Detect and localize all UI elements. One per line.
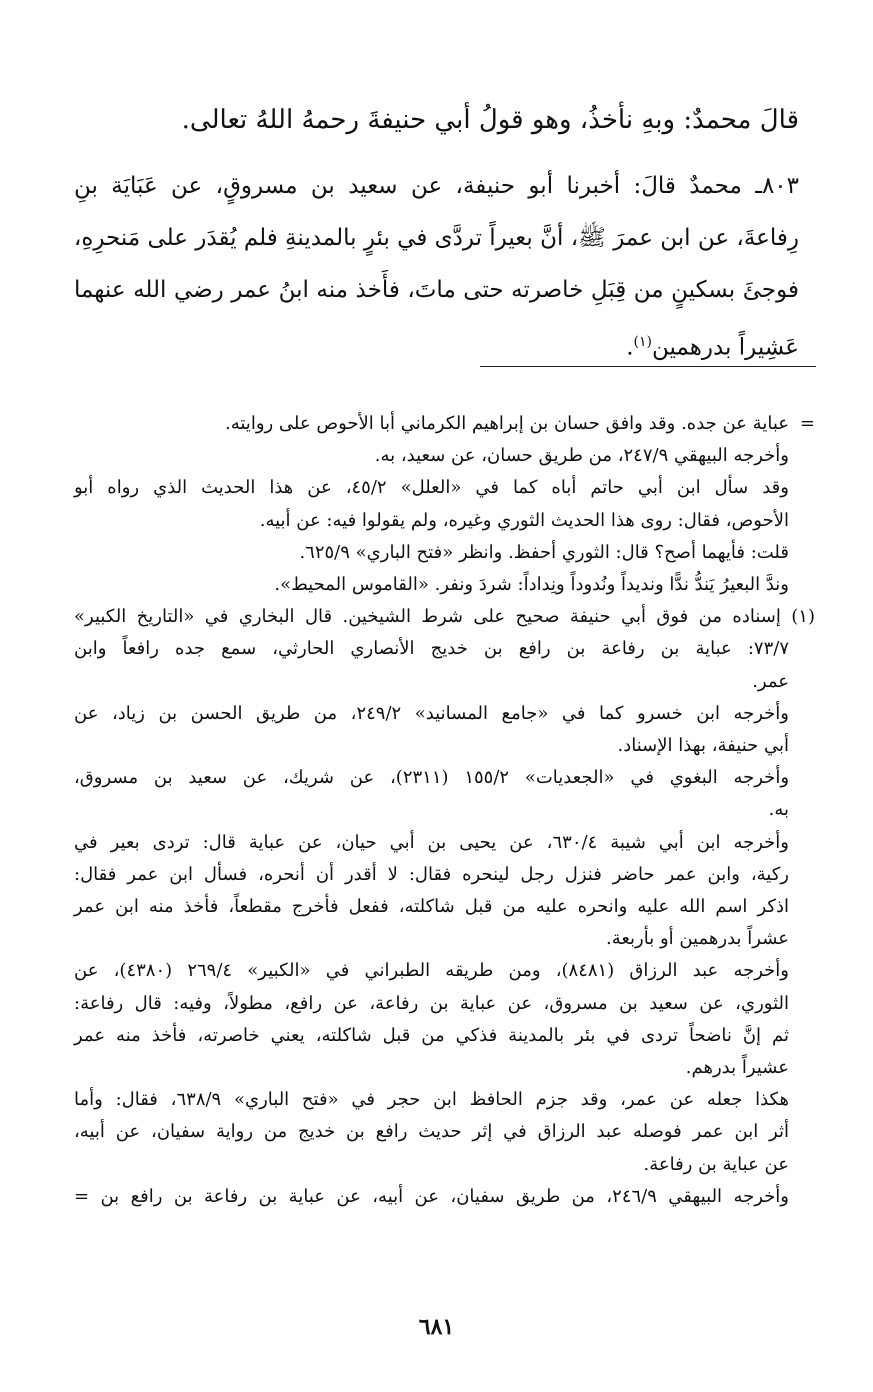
footnote-line: قلت: فأيهما أصح؟ قال: الثوري أحفظ. وانظر «فتح الباري» ٦٢٥/٩. xyxy=(299,541,789,563)
footnote-line: ركية، وابن عمر حاضر فنزل رجل لينحره فقال: لا أقدر أن أنحره، فسأل ابن عمر فقال: xyxy=(74,863,789,885)
footnote-divider xyxy=(480,366,816,367)
footnote-number: (١) xyxy=(791,606,815,628)
hadith-line-text: عَشِيراً بدرهمين xyxy=(651,334,799,361)
footnote-line: عشراً بدرهمين أو بأربعة. xyxy=(605,928,789,950)
footnote-line: عشيراً بدرهم. xyxy=(685,1057,789,1079)
hadith-line xyxy=(74,316,799,374)
footnote-line: (١) إسناده من فوق أبي حنيفة صحيح على شرط الشيخين. قال البخاري في «التاريخ الكبير» xyxy=(74,606,815,628)
hadith-line: ٨٠٣ـ محمدٌ قالَ: أخبرنا أبو حنيفة، عن سعيد بن مسروقٍ، عن عَبَايَة بنِ xyxy=(74,173,799,199)
footnote-line: أبي حنيفة، بهذا الإسناد. xyxy=(617,735,789,757)
footnote-line: وأخرجه ابن خسرو كما في «جامع المسانيد» ٢٤٩/٢، من طريق الحسن بن زياد، عن xyxy=(74,702,789,724)
footnote-line: وقد سأل ابن أبي حاتم أباه كما في «العلل» ٤٥/٢، عن هذا الحديث الذي رواه أبو xyxy=(74,477,789,499)
footnote-line: وأخرجه البيهقي ٢٤٦/٩، من طريق سفيان، عن أبيه، عن عباية بن رفاعة بن رافع بن = xyxy=(74,1185,789,1207)
footnote-line: عن عباية بن رفاعة. xyxy=(643,1153,789,1175)
footnote-line: اذكر اسم الله عليه وانحره عليه من قبل شاكلته، ففعل فأخرج مقطعاً، فأخذ منه ابن عمر xyxy=(74,896,789,918)
footnotes xyxy=(74,408,815,1213)
footnote-line: عمر. xyxy=(752,670,789,692)
hadith-line-end: . xyxy=(626,334,634,361)
continuation-marker: = xyxy=(799,413,815,434)
footnote-line: وأخرجه البيهقي ٢٤٧/٩، من طريق حسان، عن سعيد، به. xyxy=(374,445,789,467)
footnote-line: وندَّ البعيرُ يَندُّ ندًّا ونديداً ونُدوداً ونِداداً: شردَ ونفر. «القاموس المحيط». xyxy=(274,574,789,596)
footnote-line: وأخرجه البغوي في «الجعديات» ١٥٥/٢ (٢٣١١)، عن شريك، عن سعيد بن مسروق، xyxy=(74,767,790,789)
page-number: ٦٨١ xyxy=(418,1314,455,1340)
hadith-line: فوجئَ بسكينٍ من قِبَلِ خاصرته حتى ماتَ، فأَخذ منه ابنُ عمر رضي الله عنهما xyxy=(74,277,799,303)
footnote-line: وأخرجه ابن أبي شيبة ٦٣٠/٤، عن يحيى بن أبي حيان، عن عباية قال: تردى بعير في xyxy=(74,831,789,853)
footnote-line: = عباية عن جده. وقد وافق حسان بن إبراهيم الكرماني أبا الأحوص على روايته. xyxy=(74,408,815,440)
footnote-line: هكذا جعله عن عمر، وقد جزم الحافظ ابن حجر في «فتح الباري» ٦٣٨/٩، فقال: وأما xyxy=(74,1089,789,1111)
hadith-line: رِفاعةَ، عن ابن عمرَ ﷺ، أنَّ بعيراً تردَّى في بئرٍ بالمدينةِ فلم يُقدَر على مَنحرِهِ، xyxy=(73,225,799,251)
footnote-line: به. xyxy=(768,799,789,821)
footnote-line: أثر ابن عمر فوصله عبد الرزاق في إثر حديث رافع بن خديج من رواية سفيان، عن أبيه، xyxy=(74,1121,789,1143)
footnote-line: الثوري، عن سعيد بن مسروق، عن عباية بن رفاعة، عن رافع، مطولاً، وفيه: قال رفاعة: xyxy=(74,992,789,1014)
footnote-line: ٧٣/٧: عباية بن رفاعة بن رافع بن خديج الأنصاري الحارثي، سمع جده رافعاً وابن xyxy=(74,638,789,660)
footnote-reference: (١) xyxy=(633,334,652,350)
footnote-line: الأحوص، فقال: روى هذا الحديث الثوري وغيره، ولم يقولوا فيه: عن أبيه. xyxy=(259,509,789,531)
footnote-line: وأخرجه عبد الرزاق (٨٤٨١)، ومن طريقه الطبراني في «الكبير» ٢٦٩/٤ (٤٣٨٠)، عن xyxy=(74,960,790,982)
opening-statement: قالَ محمدٌ: وبهِ نأخذُ، وهو قولُ أبي حنيفةَ رحمهُ اللهُ تعالى. xyxy=(181,105,799,135)
hadith-803 xyxy=(74,160,799,374)
footnote-line: ثم إنَّ ناضحاً تردى في بئر بالمدينة فذكي من قبل شاكلته، يعني خاصرته، فأخذ منه عمر xyxy=(74,1024,789,1046)
